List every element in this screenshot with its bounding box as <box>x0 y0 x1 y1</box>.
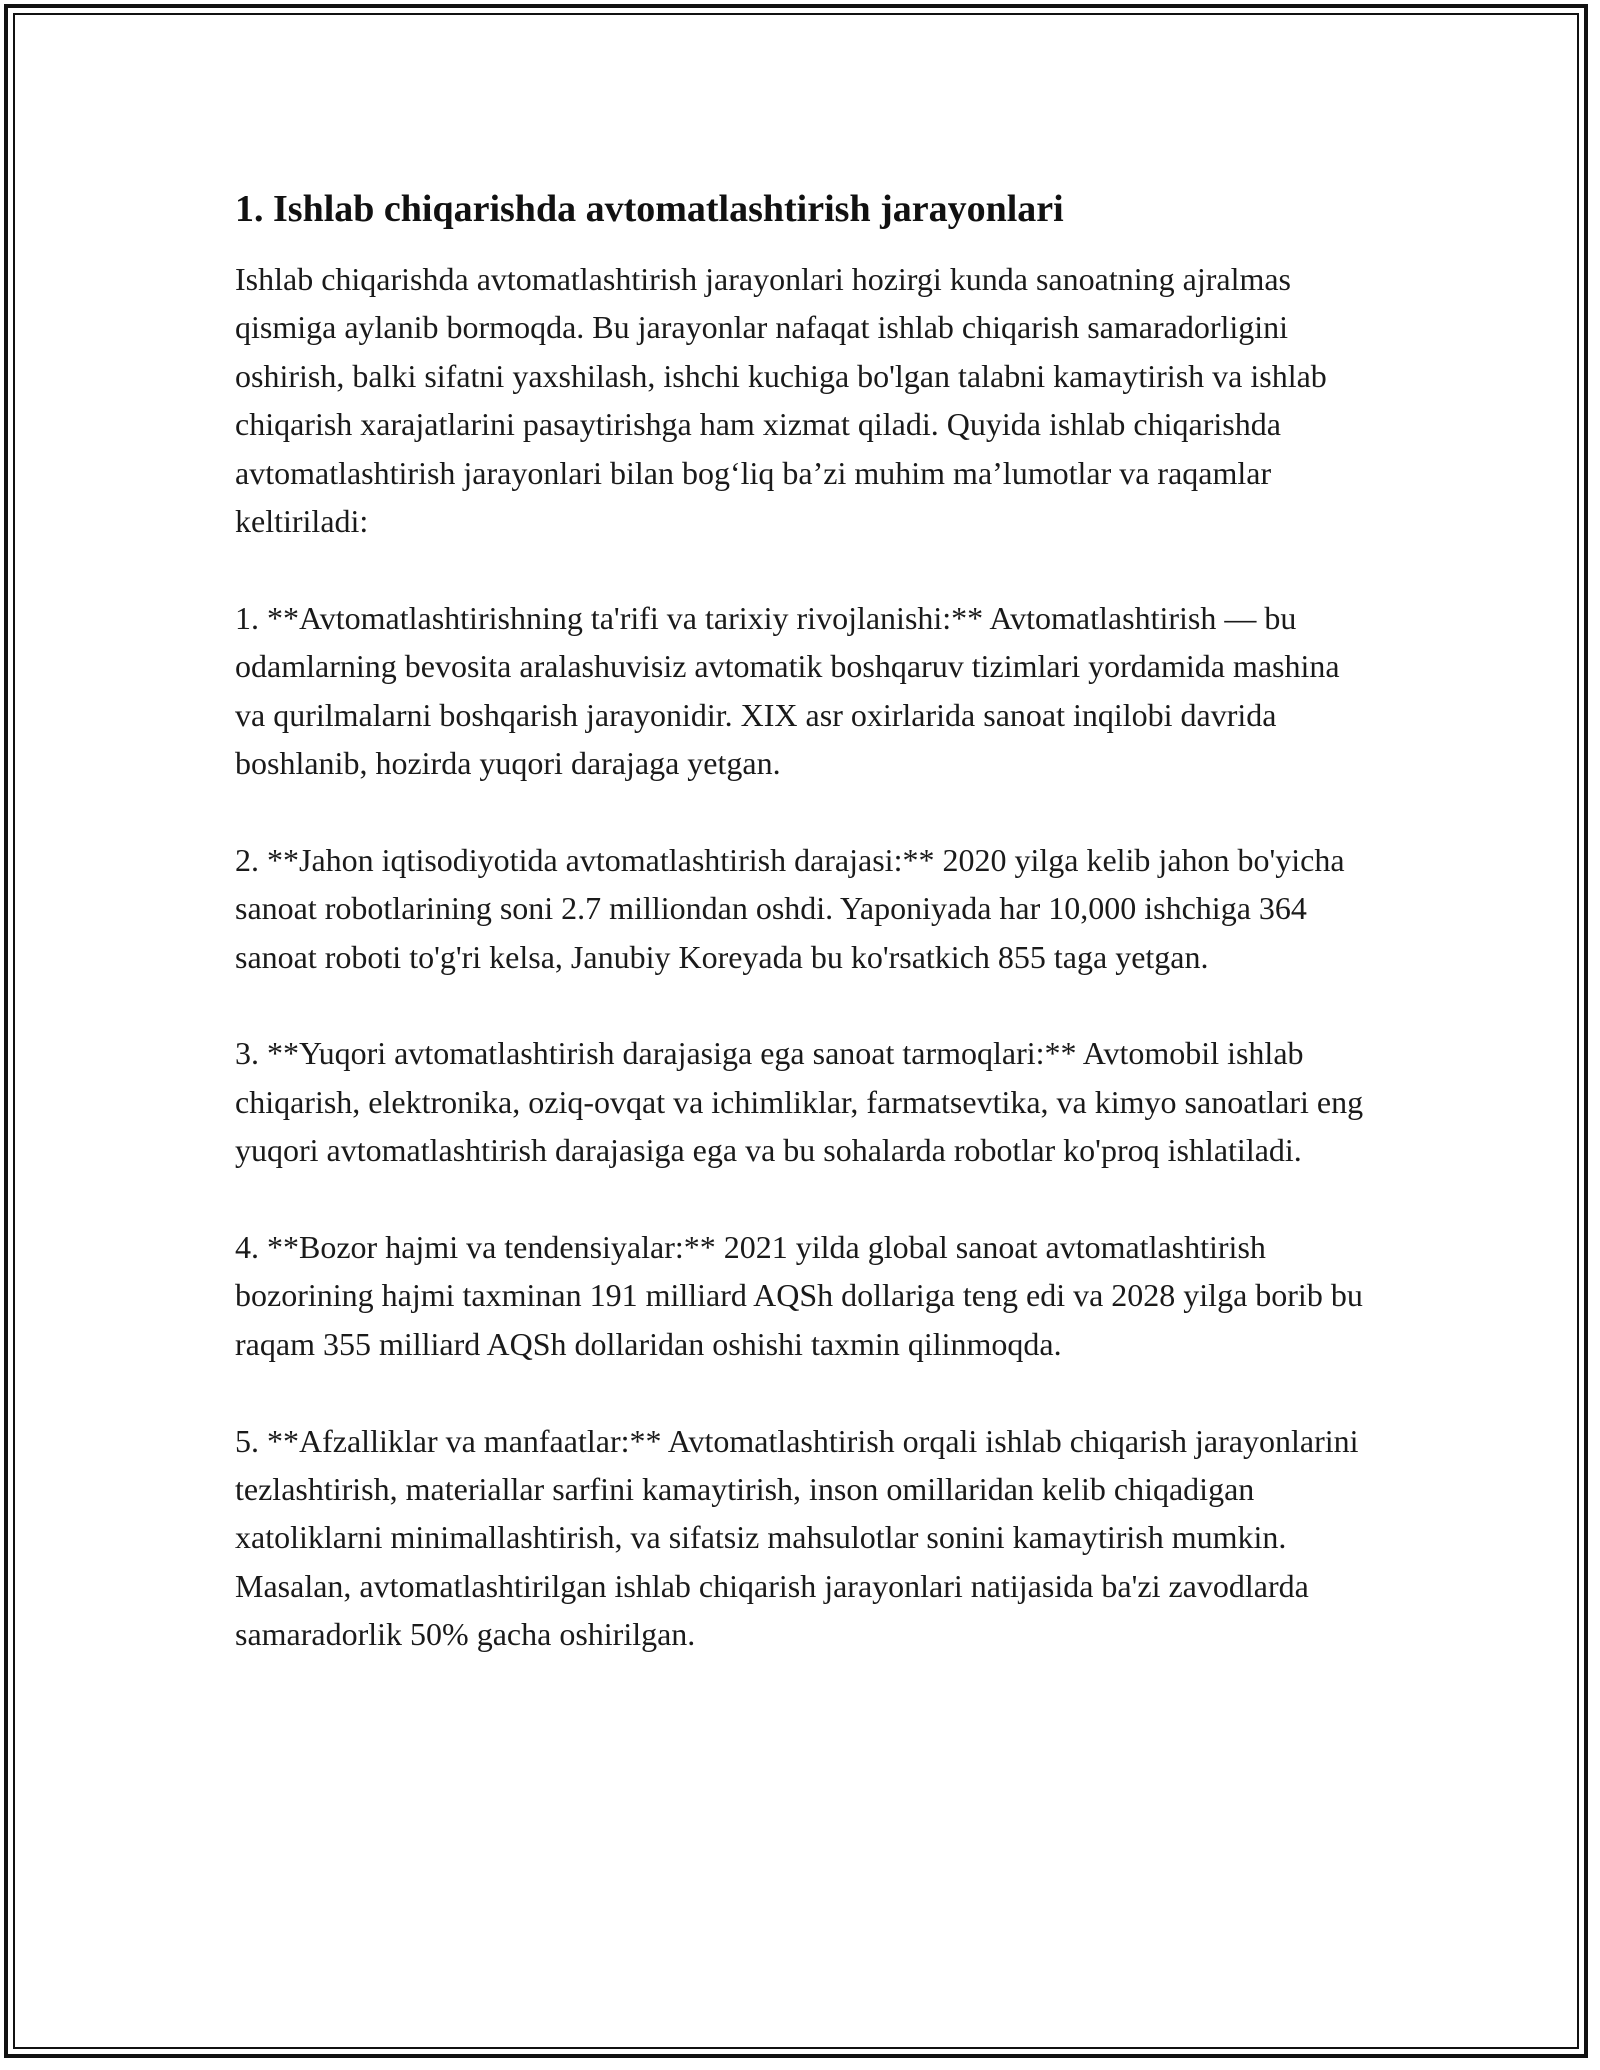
intro-paragraph: Ishlab chiqarishda avtomatlashtirish jarayonlari hozirgi kunda sanoatning ajralmas qismiga aylanib bormoqda. Bu jarayonlar nafaqat ishlab chiqarish samaradorligini oshirish, balki sifatni yaxshilash, ishchi kuchiga bo'lgan talabni kamaytirish va ishlab chiqarish xarajatlarini pasaytirishga ham xizmat qiladi. Quyida ishlab chiqarishda avtomatlashtirish jarayonlari bilan bog‘liq ba’zi muhim ma’lumotlar va raqamlar keltiriladi: <box>235 261 1327 540</box>
section-title: 1. Ishlab chiqarishda avtomatlashtirish jarayonlari <box>235 188 1064 230</box>
list-item-definition: 1. **Avtomatlashtirishning ta'rifi va tarixiy rivojlanishi:** Avtomatlashtirish — bu odamlarning bevosita aralashuvisiz avtomatik boshqaruv tizimlari yordamida mashina va qurilmalarni boshqarish jarayonidir. XIX asr oxirlarida sanoat inqilobi davrida boshlanib, hozirda yuqori darajaga yetgan. <box>235 599 1340 782</box>
list-item-world-level: 2. **Jahon iqtisodiyotida avtomatlashtirish darajasi:** 2020 yilga kelib jahon bo'yicha sanoat robotlarining soni 2.7 milliondan oshdi. Yaponiyada har 10,000 ishchiga 364 sanoat roboti to'g'ri kelsa, Janubiy Koreyada bu ko'rsatkich 855 taga yetgan. <box>235 841 1345 975</box>
list-item-advantages: 5. **Afzalliklar va manfaatlar:** Avtomatlashtirish orqali ishlab chiqarish jarayonlarini tezlashtirish, materiallar sarfini kamaytirish, inson omillaridan kelib chiqadigan xatoliklarni minimallashtirish, va sifatsiz mahsulotlar sonini kamaytirish mumkin. Masalan, avtomatlashtirilgan ishlab chiqarish jarayonlari natijasida ba'zi zavodlarda samaradorlik 50% gacha oshirilgan. <box>235 1422 1359 1653</box>
list-item-market-size: 4. **Bozor hajmi va tendensiyalar:** 2021 yilda global sanoat avtomatlashtirish bozorining hajmi taxminan 191 milliard AQSh dollariga teng edi va 2028 yilga borib bu raqam 355 milliard AQSh dollaridan oshishi taxmin qilinmoqda. <box>235 1229 1363 1362</box>
document-body <box>235 185 1375 1659</box>
list-item-industries: 3. **Yuqori avtomatlashtirish darajasiga ega sanoat tarmoqlari:** Avtomobil ishlab chiqarish, elektronika, oziq-ovqat va ichimliklar, farmatsevtika, va kimyo sanoatlari eng yuqori avtomatlashtirish darajasiga ega va bu sohalarda robotlar ko'proq ishlatiladi. <box>235 1035 1364 1169</box>
